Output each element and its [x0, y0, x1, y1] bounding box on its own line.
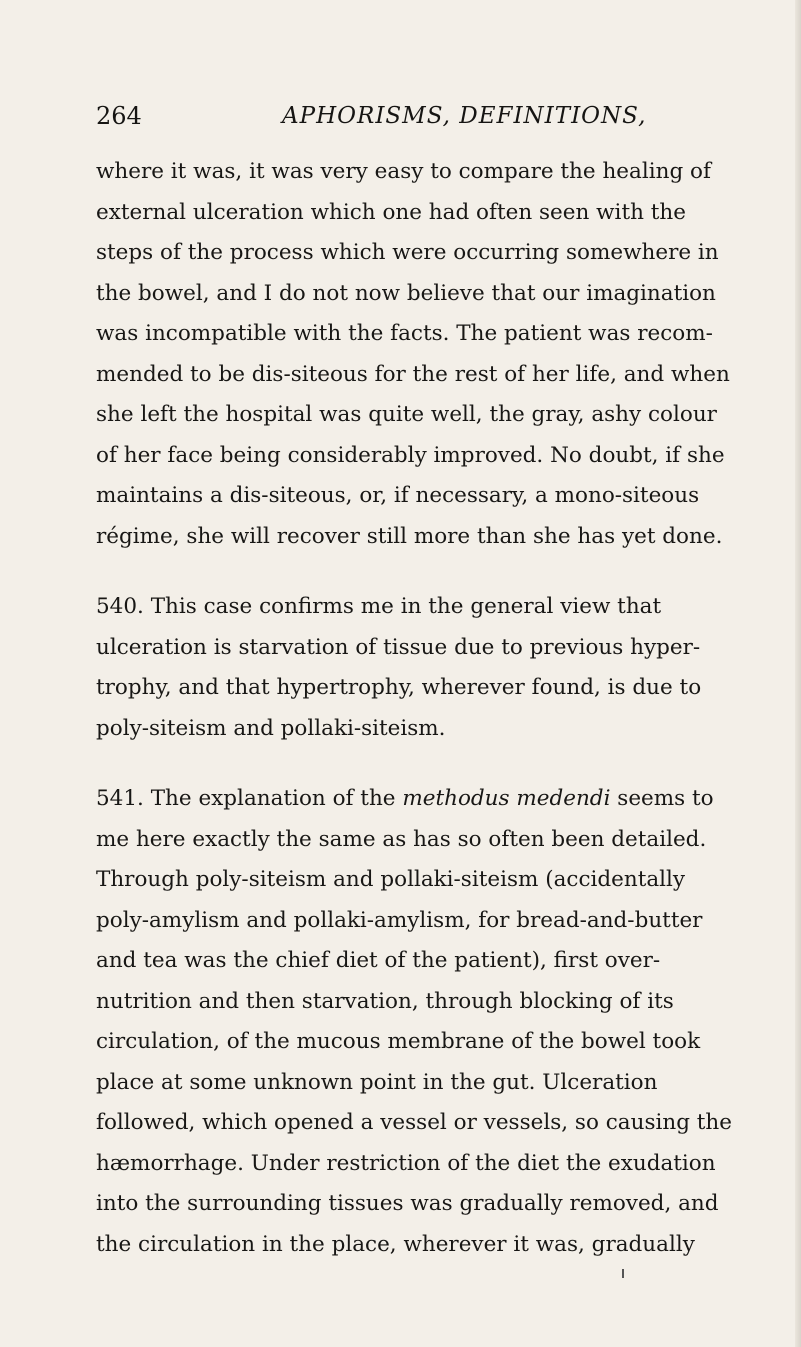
body-text: [96, 152, 764, 1265]
paragraph-540: 540. This case confirms me in the general view that ulceration is starvation of tissue due to previous hyper- trophy, and that hypertrophy, wherever found, is due to poly-siteism and pollaki-siteism.: [96, 594, 702, 741]
page-number: 264: [96, 102, 142, 130]
paragraph-1: where it was, it was very easy to compare the healing of external ulceration which one had often seen with the steps of the process which were occurring somewhere in the bowel, and I do not now believe that our imagination was incompatible with the facts. The patient was recom- mended to be dis-siteous for the rest of her life, and when she left the hospital was quite well, the gray, ashy colour of her face being considerably improved. No doubt, if she maintains a dis-siteous, or, if necessary, a mono-siteous régime, she will recover still more than she has yet done.: [96, 159, 730, 549]
page-edge-shadow: [795, 0, 801, 1347]
paragraph-541: [96, 779, 764, 1265]
paragraph-541-lead: 541. The explanation of the: [96, 786, 403, 811]
italic-term: methodus medendi: [402, 786, 611, 811]
paragraph-541-rest: seems to me here exactly the same as has so often been detailed. Through poly-siteism and pollaki-siteism (accidentally poly-amylism and pollaki-amylism, for bread-and-butter and tea was the chief diet of the patient), first over- nutrition and then starvation, through blocking of its circulation, of the mucous membrane of the bowel took place at some unknown point in the gut. Ulceration followed, which opened a vessel or vessels, so causing the hæmorrhage. Under restriction of the diet the exudation into the surrounding tissues was gradually removed, and the circulation in the place, wherever it was, gradually: [96, 786, 733, 1257]
printer-mark: [622, 1269, 624, 1278]
running-title: APHORISMS, DEFINITIONS,: [282, 103, 647, 129]
running-head: [0, 100, 801, 140]
